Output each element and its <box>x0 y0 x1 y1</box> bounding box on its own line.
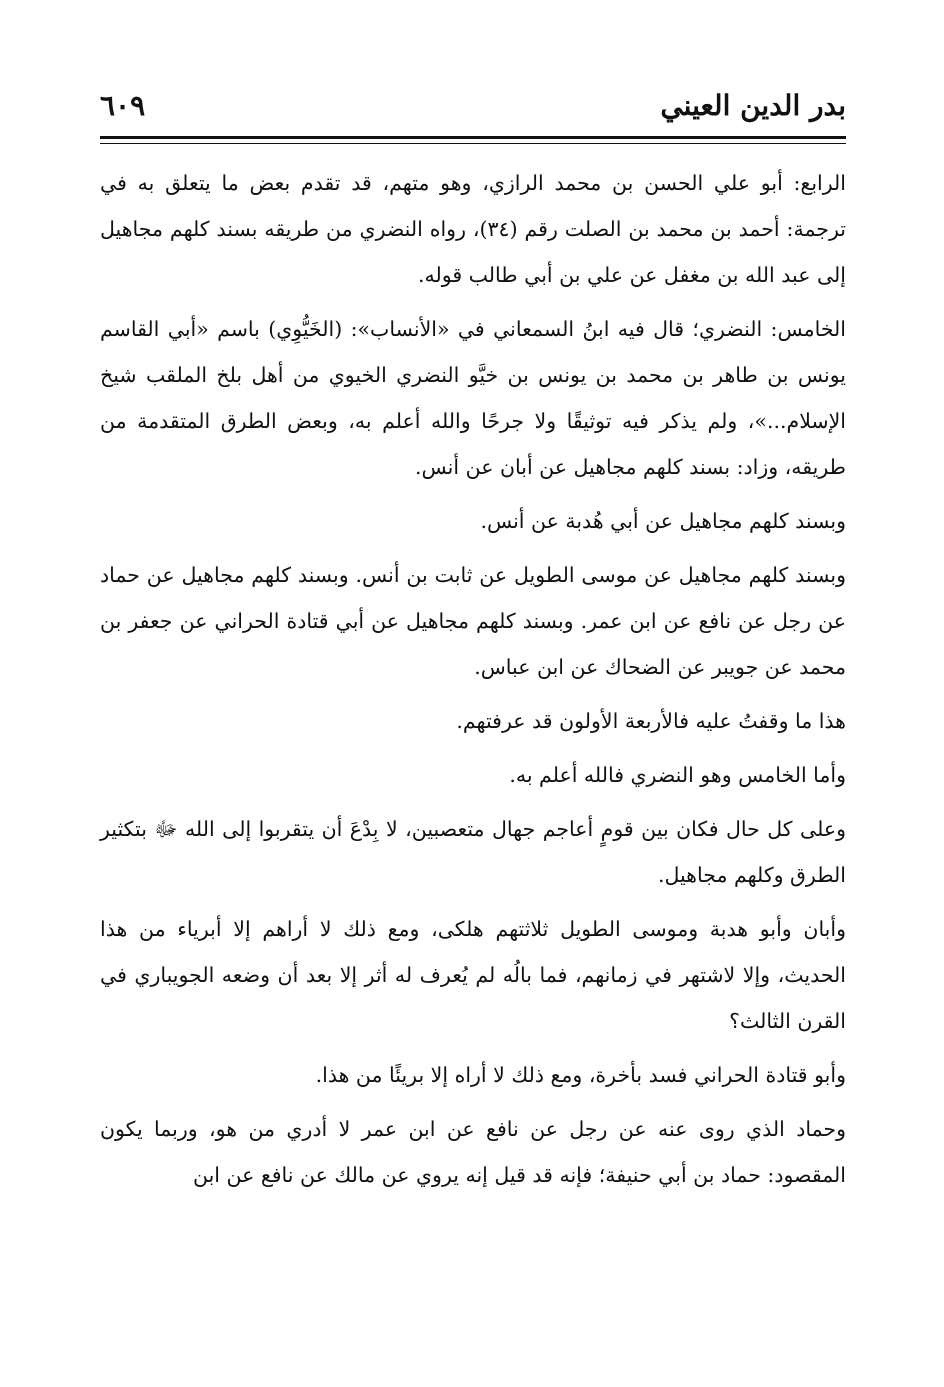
paragraph-2: الخامس: النضري؛ قال فيه ابنُ السمعاني في «الأنساب»: (الخَيُّوِي) باسم «أبي القاسم يونس بن طاهر بن محمد بن يونس بن خيَّو النضري الخيوي من أهل بلخ الملقب شيخ الإسلام...»، ولم يذكر فيه توثيقًا ولا جرحًا والله أعلم به، وبعض الطرق المتقدمة من طريقه، وزاد: بسند كلهم مجاهيل عن أبان عن أنس. <box>100 317 846 479</box>
header-rule <box>100 136 846 142</box>
paragraph-8: وأبان وأبو هدبة وموسى الطويل ثلاثتهم هلكى، ومع ذلك لا أراهم إلا أبرياء من هذا الحديث، وإلا لاشتهر في زمانهم، فما بالُه لم يُعرف له أثر إلا بعد أن وضعه الجويباري في القرن الثالث؟ <box>100 917 846 1033</box>
paragraph-1: الرابع: أبو علي الحسن بن محمد الرازي، وهو متهم، قد تقدم بعض ما يتعلق به في ترجمة: أحمد بن محمد بن الصلت رقم (٣٤)، رواه النضري من طريقه بسند كلهم مجاهيل إلى عبد الله بن مغفل عن علي بن أبي طالب قوله. <box>100 171 846 287</box>
page-header <box>100 84 846 130</box>
paragraph-9: وأبو قتادة الحراني فسد بأخرة، ومع ذلك لا أراه إلا بريئًا من هذا. <box>315 1063 846 1087</box>
paragraph-6: وأما الخامس وهو النضري فالله أعلم به. <box>509 763 846 787</box>
paragraph-10: وحماد الذي روى عنه عن رجل عن نافع عن ابن عمر لا أدري من هو، وربما يكون المقصود: حماد بن أبي حنيفة؛ فإنه قد قيل إنه يروي عن مالك عن نافع عن ابن <box>100 1117 846 1187</box>
paragraph-7: وعلى كل حال فكان بين قومٍ أعاجم جهال متعصبين، لا بِدْعَ أن يتقربوا إلى الله ﷻ بتكثير الطرق وكلهم مجاهيل. <box>100 817 846 887</box>
paragraph-5: هذا ما وقفتُ عليه فالأربعة الأولون قد عرفتهم. <box>456 709 846 733</box>
page-body <box>100 160 846 1206</box>
paragraph-3: وبسند كلهم مجاهيل عن أبي هُدبة عن أنس. <box>480 509 846 533</box>
page-number: ٦٠٩ <box>100 89 146 122</box>
paragraph-4: وبسند كلهم مجاهيل عن موسى الطويل عن ثابت بن أنس. وبسند كلهم مجاهيل عن حماد عن رجل عن نافع عن ابن عمر. وبسند كلهم مجاهيل عن أبي قتادة الحراني عن جعفر بن محمد عن جويبر عن الضحاك عن ابن عباس. <box>100 563 846 679</box>
running-title: بدر الدين العيني <box>660 89 846 122</box>
